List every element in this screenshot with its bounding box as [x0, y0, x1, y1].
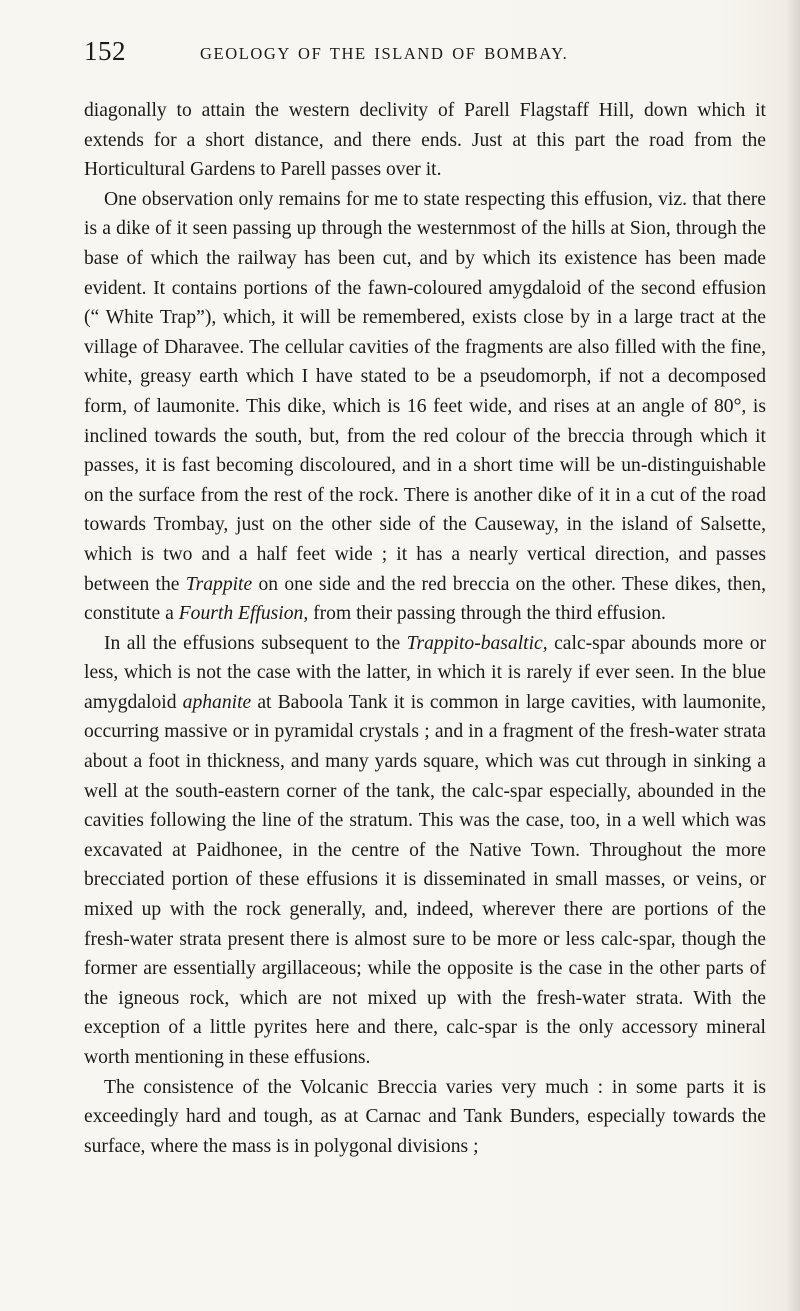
paragraph-2	[84, 185, 766, 629]
text-run: calc-spar abounds more or less, which is not the case with the latter, in which it is rarely if ever seen. In the blue amygdaloid	[84, 632, 767, 713]
italic-term: Fourth Effusion,	[178, 603, 309, 625]
text-run: In all the effusions subsequent to the	[104, 632, 407, 654]
italic-term: Trappito-basaltic,	[406, 632, 548, 654]
page-number: 152	[84, 36, 126, 66]
text-run: from their passing through the third effusion.	[308, 603, 666, 625]
italic-term: Trappite	[185, 573, 253, 595]
paragraph-4	[84, 1073, 766, 1162]
text-run: on one side and the red breccia on the other. These dikes, then, constitute a	[84, 573, 766, 625]
page-edge-shadow	[786, 0, 800, 1311]
running-head: GEOLOGY OF THE ISLAND OF BOMBAY.	[200, 44, 569, 63]
page-header	[84, 36, 764, 76]
text-run: One observation only remains for me to state respecting this effusion, viz. that there is a dike of it seen passing up through the westernmost of the hills at Sion, through the base of which the railway has been cut, and by which its existence has been made evident. It contains portions of the fawn-coloured amygdaloid of the second effusion (“ White Trap”), which, it will be remembered, exists close by in a large tract at the village of Dharavee. The cellular cavities of the fragments are also filled with the fine, white, greasy earth which I have stated to be a pseudomorph, if not a decomposed form, of laumonite. This dike, which is 16 feet wide, and rises at an angle of 80°, is inclined towards the south, but, from the red colour of the breccia through which it passes, it is fast becoming discoloured, and in a short time will be un-distinguishable on the surface from the rest of the rock. There is another dike of it in a cut of the road towards Trombay, just on the other side of the Causeway, in the island of Salsette, which is two and a half feet wide ; it has a nearly vertical direction, and passes between the	[84, 188, 766, 595]
text-run: at Baboola Tank it is common in large cavities, with laumonite, occurring massive or in pyramidal crystals ; and in a fragment of the fresh-water strata about a foot in thickness, and many yards square, which was cut through in sinking a well at the south-eastern corner of the tank, the calc-spar especially, abounded in the cavities following the line of the stratum. This was the case, too, in a well which was excavated at Paidhonee, in the centre of the Native Town. Throughout the more brecciated portion of these effusions it is disseminated in small masses, or veins, or mixed up with the rock generally, and, indeed, wherever there are portions of the fresh-water strata present there is almost sure to be more or less calc-spar, though the former are essentially argillaceous; while the opposite is the case in the other parts of the igneous rock, which are not mixed up with the fresh-water strata. With the exception of a little pyrites here and there, calc-spar is the only accessory mineral worth mentioning in these effusions.	[84, 691, 766, 1068]
paragraph-1	[84, 96, 766, 185]
text-run: diagonally to attain the western declivity of Parell Flagstaff Hill, down which it extends for a short distance, and there ends. Just at this part the road from the Horticultural Gardens to Parell passes over it.	[84, 100, 766, 181]
paragraph-3	[84, 629, 766, 1073]
italic-term: aphanite	[182, 691, 252, 713]
body-text	[84, 96, 766, 1161]
text-run: The consistence of the Volcanic Breccia varies very much : in some parts it is exceedingly hard and tough, as at Carnac and Tank Bunders, especially towards the surface, where the mass is in polygonal divisions ;	[84, 1076, 766, 1157]
